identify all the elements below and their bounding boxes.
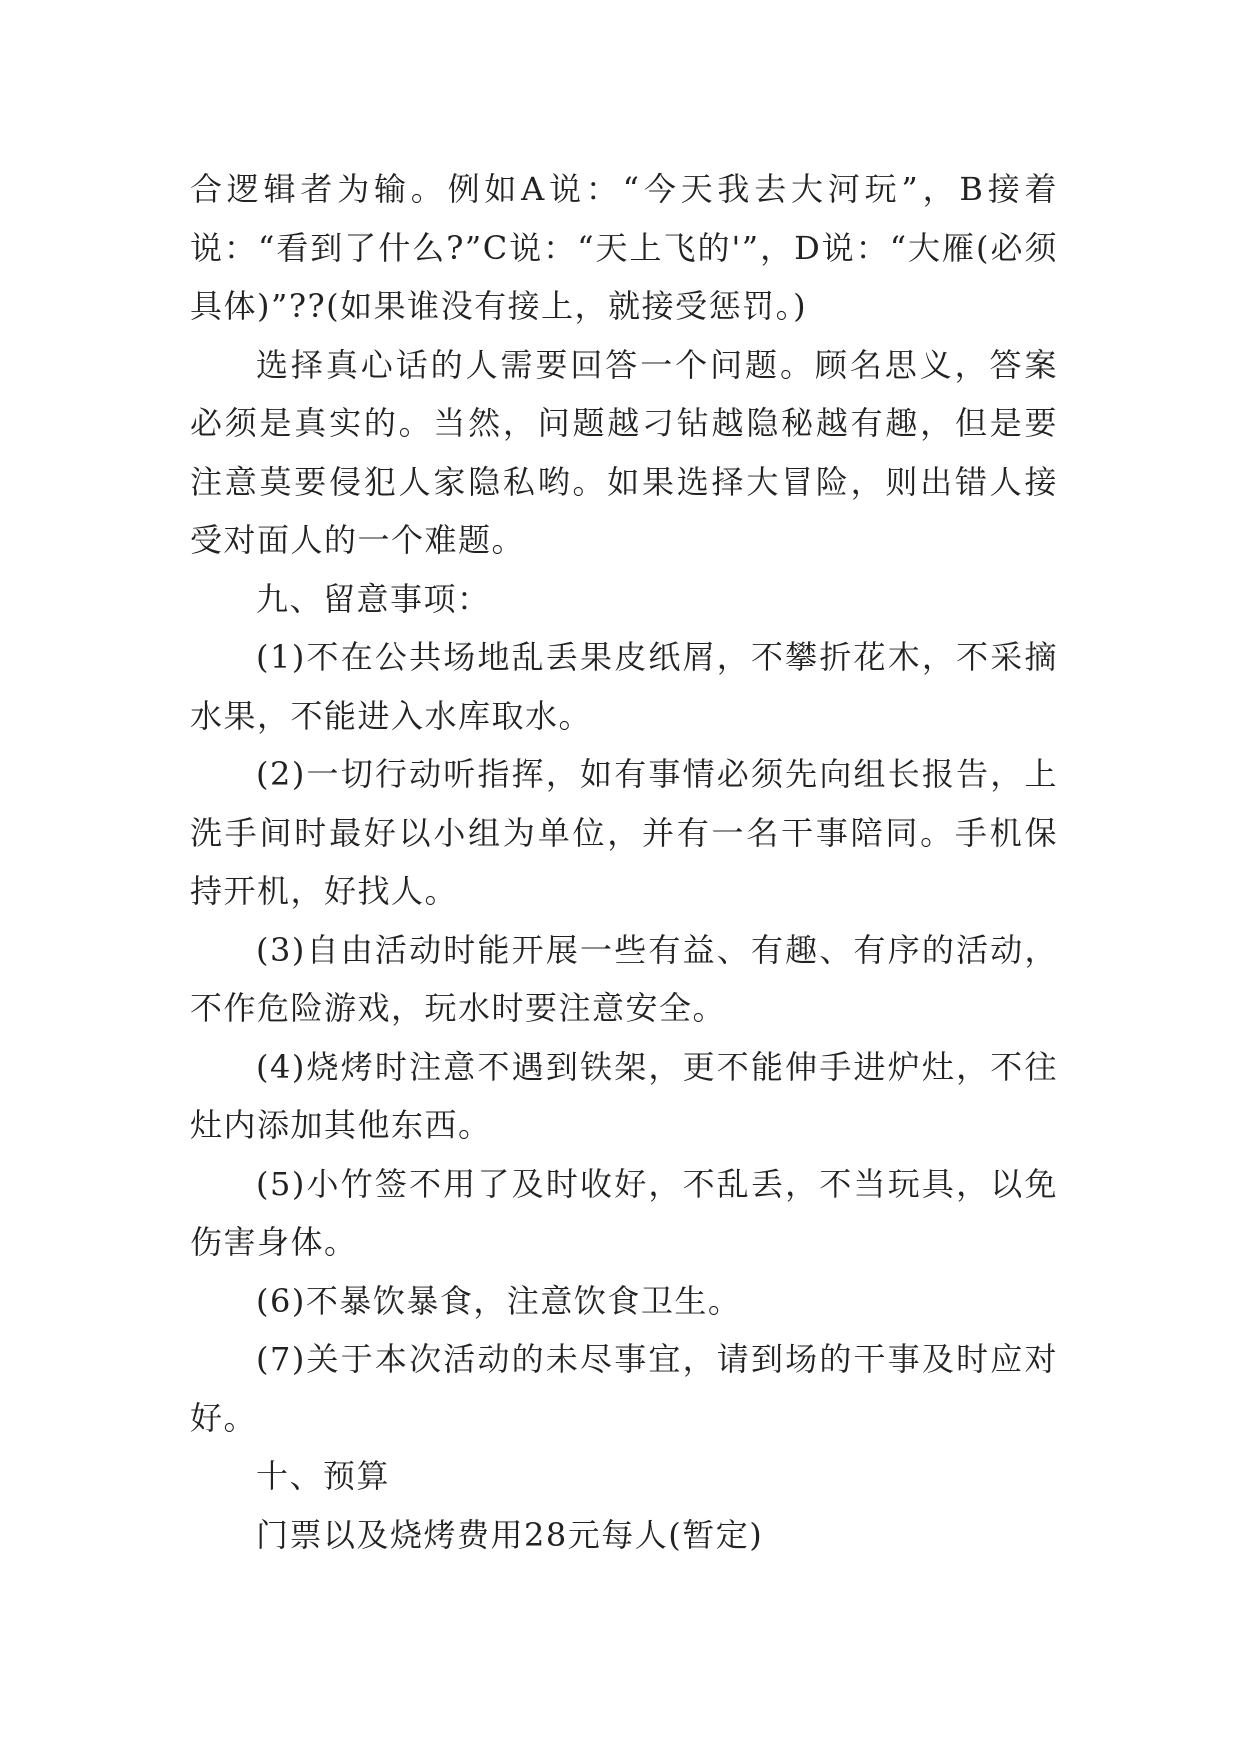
note-item-6: (6)不暴饮暴食，注意饮食卫生。 — [256, 1281, 742, 1320]
note-item-2: (2)一切行动听指挥，如有事情必须先向组长报告，上洗手间时最好以小组为单位，并有一名干事陪同。手机保持开机，好找人。 — [190, 755, 1058, 910]
budget-line: 门票以及烧烤费用28元每人(暂定) — [256, 1515, 764, 1554]
note-item-5: (5)小竹签不用了及时收好，不乱丢，不当玩具，以免伤害身体。 — [190, 1164, 1058, 1261]
note-item-4: (4)烧烤时注意不遇到铁架，更不能伸手进炉灶，不往灶内添加其他东西。 — [190, 1047, 1058, 1144]
document-body — [190, 160, 1058, 1564]
section-heading-budget: 十、预算 — [256, 1457, 391, 1495]
section-heading-notes: 九、留意事项： — [256, 579, 491, 618]
note-item-1: (1)不在公共场地乱丢果皮纸屑，不攀折花木，不采摘水果，不能进入水库取水。 — [190, 638, 1058, 735]
paragraph-game-rules-continued: 合逻辑者为输。例如A说：“今天我去大河玩”，B接着说：“看到了什么?”C说：“天上飞的'”，D说：“大雁(必须具体)”??(如果谁没有接上，就接受惩罚。) — [190, 170, 1058, 325]
paragraph-truth-or-dare: 选择真心话的人需要回答一个问题。顾名思义，答案必须是真实的。当然，问题越刁钻越隐秘越有趣，但是要注意莫要侵犯人家隐私哟。如果选择大冒险，则出错人接受对面人的一个难题。 — [190, 345, 1058, 559]
note-item-3: (3)自由活动时能开展一些有益、有趣、有序的活动，不作危险游戏，玩水时要注意安全。 — [190, 930, 1058, 1027]
note-item-7: (7)关于本次活动的未尽事宜，请到场的干事及时应对好。 — [190, 1340, 1058, 1437]
